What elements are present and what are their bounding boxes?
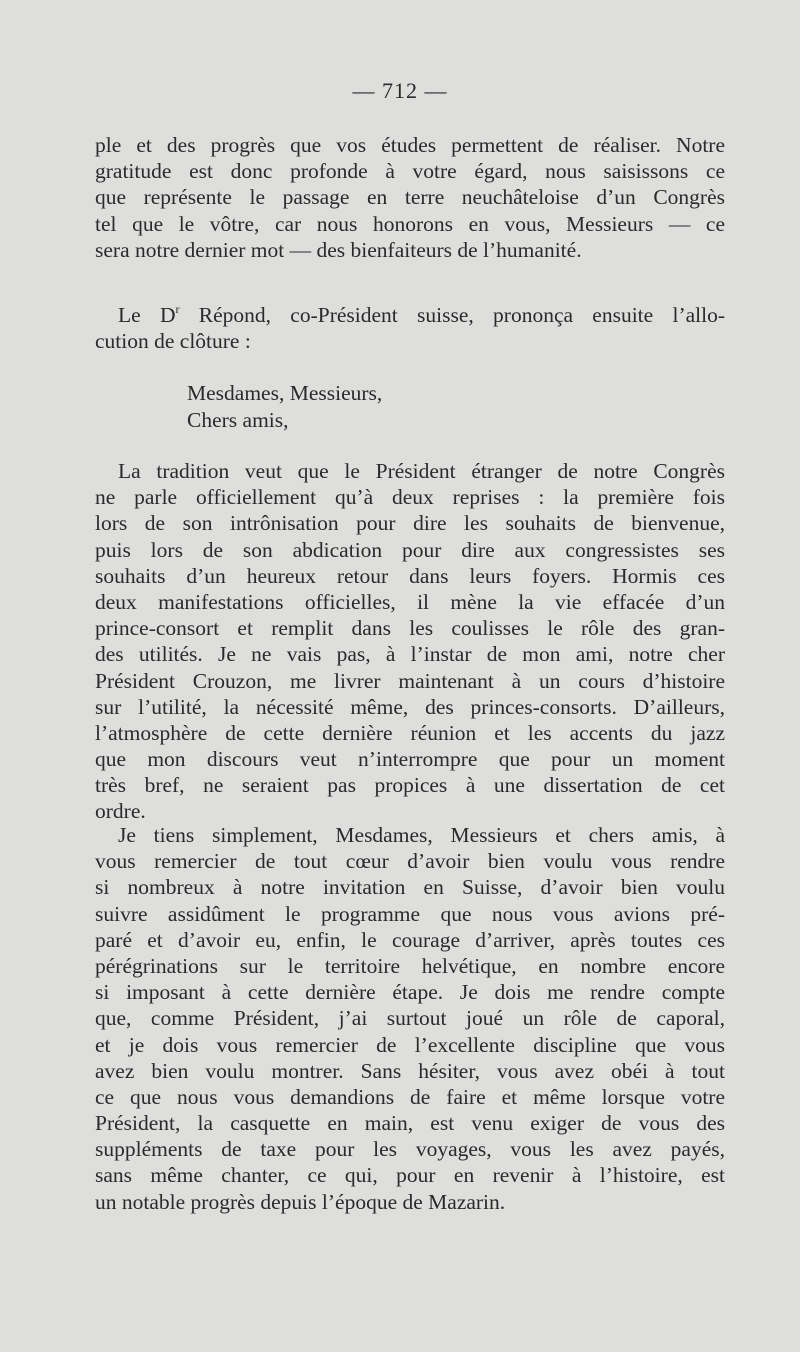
text-line: des utilités. Je ne vais pas, à l’instar de mon ami, notre cher (95, 642, 725, 667)
text-line: si nombreux à notre invitation en Suisse, d’avoir bien voulu (95, 875, 725, 900)
text-line: que représente le passage en terre neuchâteloise d’un Congrès (95, 185, 725, 210)
text-line: et je dois vous remercier de l’excellente discipline que vous (95, 1032, 725, 1057)
text-fragment: Répond, co-Président suisse, prononça ensuite l’allo- (179, 303, 725, 327)
text-line: sans même chanter, ce qui, pour en revenir à l’histoire, est (95, 1163, 725, 1188)
text-line: un notable progrès depuis l’époque de Mazarin. (95, 1189, 506, 1214)
text-line: ce que nous vous demandions de faire et même lorsque votre (95, 1084, 725, 1109)
text-line: La tradition veut que le Président étranger de notre Congrès (118, 459, 725, 483)
salutation (187, 380, 382, 434)
text-line: ordre. (95, 799, 146, 824)
text-line: lors de son intrônisation pour dire les souhaits de bienvenue, (95, 511, 725, 536)
text-line: paré et d’avoir eu, enfin, le courage d’arriver, après toutes ces (95, 927, 725, 952)
text-line: l’atmosphère de cette dernière réunion et les accents du jazz (95, 720, 725, 745)
text-line: souhaits d’un heureux retour dans leurs foyers. Hormis ces (95, 563, 725, 588)
superscript: r (175, 302, 180, 316)
text-line: puis lors de son abdication pour dire aux congressistes ses (95, 537, 725, 562)
text-line: suppléments de taxe pour les voyages, vous les avez payés, (95, 1137, 725, 1162)
text-line: gratitude est donc profonde à votre égard, nous saisissons ce (95, 159, 725, 184)
text-line (95, 302, 725, 328)
text-line: tel que le vôtre, car nous honorons en vous, Messieurs — ce (95, 211, 725, 236)
text-line: que, comme Président, j’ai surtout joué un rôle de caporal, (95, 1006, 725, 1031)
text-line: Je tiens simplement, Mesdames, Messieurs et chers amis, à (118, 823, 725, 847)
text-line: très bref, ne seraient pas propices à une dissertation de cet (95, 773, 725, 798)
text-line: ple et des progrès que vos études permettent de réaliser. Notre (95, 133, 725, 157)
text-line: si imposant à cette dernière étape. Je dois me rendre compte (95, 980, 725, 1005)
text-line: cution de clôture : (95, 329, 251, 354)
text-line: vous remercier de tout cœur d’avoir bien voulu vous rendre (95, 849, 725, 874)
salutation-line: Mesdames, Messieurs, (187, 381, 383, 405)
text-line: sur l’utilité, la nécessité même, des princes-consorts. D’ailleurs, (95, 694, 725, 719)
text-line: suivre assidûment le programme que nous vous avions pré- (95, 901, 725, 926)
page-number: — 712 — (352, 78, 448, 103)
text-line: Président Crouzon, me livrer maintenant à un cours d’histoire (95, 668, 725, 693)
text-line: Président, la casquette en main, est venu exiger de vous des (95, 1111, 725, 1136)
paragraph-introduction (95, 302, 725, 354)
text-line: prince-consort et remplit dans les coulisses le rôle des gran- (95, 616, 725, 641)
paragraph-closing-thanks (95, 132, 725, 263)
text-line: ne parle officiellement qu’à deux reprises : la première fois (95, 485, 725, 510)
text-line: avez bien voulu montrer. Sans hésiter, vous avez obéi à tout (95, 1058, 725, 1083)
text-line: sera notre dernier mot — des bienfaiteurs de l’humanité. (95, 237, 582, 262)
paragraph-thanks (95, 822, 725, 1215)
text-fragment: Le D (118, 303, 176, 327)
text-line: que mon discours veut n’interrompre que pour un moment (95, 747, 725, 772)
salutation-line: Chers amis, (187, 408, 289, 432)
text-line: deux manifestations officielles, il mène la vie effacée d’un (95, 589, 725, 614)
paragraph-tradition (95, 458, 725, 825)
text-line: pérégrinations sur le territoire helvétique, en nombre encore (95, 953, 725, 978)
